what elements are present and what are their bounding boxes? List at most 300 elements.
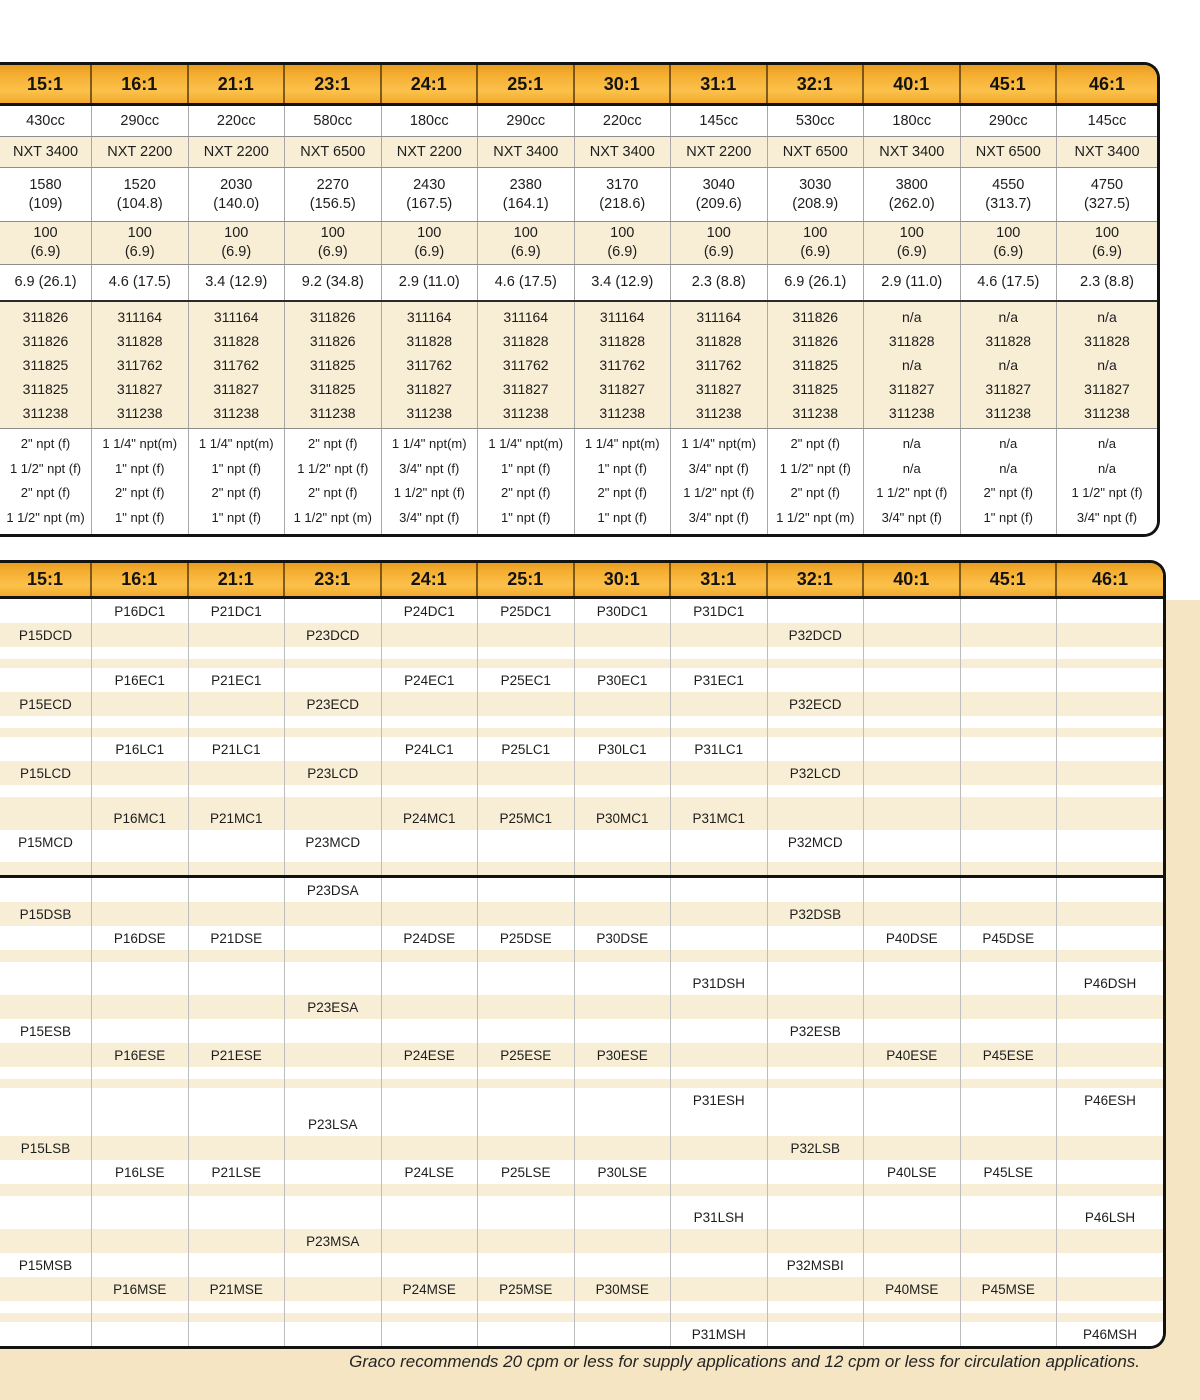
pump-code-cell: P15DCD [0, 623, 92, 647]
part-numbers-cell: 311826 311826 311825 311825 311238 [768, 302, 865, 428]
empty-cell [961, 1067, 1058, 1079]
empty-cell [671, 830, 768, 854]
empty-cell [478, 1301, 575, 1313]
empty-cell [864, 878, 961, 902]
empty-cell [0, 785, 92, 797]
spec-value-cell: 3.4 (12.9) [575, 265, 672, 300]
part-numbers-cell: 311164 311828 311762 311827 311238 [92, 302, 189, 428]
pump-code-cell: P23ESA [285, 995, 382, 1019]
spec-value-cell: NXT 6500 [285, 137, 382, 167]
empty-cell [382, 995, 479, 1019]
pump-code-cell: P15ESB [0, 1019, 92, 1043]
empty-cell [92, 830, 189, 854]
spec-value-cell: 100 (6.9) [671, 222, 768, 264]
model-row [0, 1112, 1163, 1136]
empty-cell [768, 962, 865, 971]
empty-cell [864, 737, 961, 761]
part-numbers-cell: 311164 311828 311762 311827 311238 [478, 302, 575, 428]
empty-cell [1057, 692, 1163, 716]
empty-cell [864, 659, 961, 668]
pump-code-cell: P25MSE [478, 1277, 575, 1301]
spec-value-cell: 6.9 (26.1) [0, 265, 92, 300]
empty-cell [1057, 716, 1163, 728]
pump-code-cell: P30MSE [575, 1277, 672, 1301]
empty-cell [478, 995, 575, 1019]
pump-code-cell: P30LSE [575, 1160, 672, 1184]
ratio-header: 46:1 [1088, 73, 1126, 94]
spec-value-cell: 4750 (327.5) [1084, 176, 1130, 212]
pump-code-cell: P46MSH [1082, 1326, 1138, 1342]
spec-value-cell: 100 (6.9) [768, 222, 865, 264]
empty-cell [1057, 623, 1163, 647]
pump-code-cell: P16DSE [92, 926, 189, 950]
empty-cell [0, 971, 92, 995]
pump-code-cell: P23LCD [285, 761, 382, 785]
empty-cell [285, 716, 382, 728]
ratio-header: 32:1 [768, 65, 865, 103]
model-row [0, 692, 1163, 716]
part-numbers-cell: n/a 311828 n/a 311827 311238 [864, 302, 961, 428]
connections-cell: n/a n/a 1 1/2" npt (f) 3/4" npt (f) [1071, 435, 1143, 526]
empty-cell [671, 761, 768, 785]
empty-cell [671, 1136, 768, 1160]
spec-value-cell: 4.6 (17.5) [92, 265, 189, 300]
empty-cell [478, 716, 575, 728]
empty-cell [671, 1184, 768, 1196]
empty-cell [0, 668, 92, 692]
empty-cell [864, 728, 961, 737]
empty-cell [864, 599, 961, 623]
model-row [0, 1253, 1163, 1277]
empty-cell [0, 599, 92, 623]
empty-cell [671, 995, 768, 1019]
empty-cell [382, 797, 479, 806]
empty-cell [92, 797, 189, 806]
empty-cell [961, 728, 1058, 737]
empty-cell [575, 1229, 672, 1253]
ratio-header: 30:1 [575, 563, 672, 596]
empty-cell [382, 950, 479, 962]
empty-cell [1057, 1019, 1163, 1043]
empty-cell [864, 716, 961, 728]
pump-code-cell: P45DSE [961, 926, 1058, 950]
empty-cell [575, 1196, 672, 1205]
pump-code-cell: P46LSH [1084, 1209, 1136, 1225]
empty-cell [0, 1196, 92, 1205]
empty-cell [285, 728, 382, 737]
empty-cell [285, 1019, 382, 1043]
empty-cell [1057, 785, 1163, 797]
empty-cell [285, 1079, 382, 1088]
empty-cell [478, 878, 575, 902]
model-row [0, 1088, 1163, 1112]
part-numbers-cell: n/a 311828 n/a 311827 311238 [961, 302, 1058, 428]
empty-cell [961, 623, 1058, 647]
connections-cell: 1 1/4" npt(m) 3/4" npt (f) 1 1/2" npt (f) 3/4" npt (f) [382, 429, 479, 534]
spec-value-cell: NXT 3400 [575, 137, 672, 167]
empty-cell [575, 854, 672, 862]
model-row [0, 950, 1163, 962]
empty-cell [189, 1184, 286, 1196]
empty-cell [189, 1196, 286, 1205]
model-row [0, 1136, 1163, 1160]
empty-cell [864, 1313, 961, 1322]
empty-cell [1057, 862, 1163, 875]
empty-cell [92, 647, 189, 659]
empty-cell [382, 1067, 479, 1079]
spec-value-cell: 100 (6.9) [0, 222, 92, 264]
pump-code-cell: P23MSA [285, 1229, 382, 1253]
empty-cell [768, 1313, 865, 1322]
model-row [0, 647, 1163, 659]
empty-cell [189, 1229, 286, 1253]
empty-cell [1057, 1196, 1163, 1205]
empty-cell [0, 995, 92, 1019]
empty-cell [864, 785, 961, 797]
empty-cell [671, 1043, 768, 1067]
empty-cell [1057, 1160, 1163, 1184]
empty-cell [0, 962, 92, 971]
empty-cell [864, 647, 961, 659]
empty-cell [961, 1112, 1058, 1136]
spec-value-cell: 290cc [92, 106, 189, 136]
empty-cell [92, 1205, 189, 1229]
pump-code-cell: P23DCD [285, 623, 382, 647]
pump-code-cell: P24EC1 [382, 668, 479, 692]
pump-code-cell: P31DSH [671, 971, 768, 995]
pump-code-cell: P40ESE [864, 1043, 961, 1067]
empty-cell [961, 854, 1058, 862]
pump-code-cell: P16MSE [92, 1277, 189, 1301]
empty-cell [671, 950, 768, 962]
empty-cell [768, 668, 865, 692]
empty-cell [382, 647, 479, 659]
empty-cell [575, 902, 672, 926]
empty-cell [285, 862, 382, 875]
empty-cell [0, 1067, 92, 1079]
part-numbers-cell: 311164 311828 311762 311827 311238 [189, 302, 286, 428]
spec-value-cell: 3800 (262.0) [864, 168, 961, 221]
ratio-header: 21:1 [189, 563, 286, 596]
empty-cell [575, 878, 672, 902]
empty-cell [961, 1322, 1058, 1346]
empty-cell [189, 1112, 286, 1136]
spec-row-displacement [0, 106, 1157, 136]
pump-code-cell: P45MSE [961, 1277, 1058, 1301]
connections-cell: 2" npt (f) 1 1/2" npt (f) 2" npt (f) 1 1/2" npt (m) [285, 429, 382, 534]
empty-cell [864, 1322, 961, 1346]
empty-cell [768, 785, 865, 797]
empty-cell [961, 737, 1058, 761]
empty-cell [864, 950, 961, 962]
empty-cell [478, 971, 575, 995]
empty-cell [189, 785, 286, 797]
model-row [0, 806, 1163, 830]
empty-cell [1057, 1253, 1163, 1277]
spec-value-cell: 2430 (167.5) [382, 168, 479, 221]
ratio-header: 46:1 [1091, 569, 1129, 589]
spec-value-cell: 1580 (109) [0, 168, 92, 221]
empty-cell [961, 647, 1058, 659]
pump-code-cell: P32DCD [768, 623, 865, 647]
empty-cell [671, 716, 768, 728]
pump-code-cell: P24LC1 [382, 737, 479, 761]
empty-cell [92, 1112, 189, 1136]
empty-cell [382, 761, 479, 785]
pump-code-cell: P46DSH [1083, 975, 1137, 991]
empty-cell [864, 797, 961, 806]
empty-cell [382, 716, 479, 728]
pump-code-cell: P25LC1 [478, 737, 575, 761]
empty-cell [382, 878, 479, 902]
spec-table-body [0, 106, 1157, 534]
spec-value-cell: 2.9 (11.0) [382, 265, 479, 300]
empty-cell [382, 1136, 479, 1160]
empty-cell [285, 806, 382, 830]
empty-cell [864, 1184, 961, 1196]
empty-cell [382, 1079, 479, 1088]
empty-cell [768, 659, 865, 668]
empty-cell [575, 659, 672, 668]
pump-code-cell: P32LSB [768, 1136, 865, 1160]
spec-row-max_air_pressure [0, 221, 1157, 264]
empty-cell [768, 1322, 865, 1346]
ratio-header: 15:1 [0, 65, 92, 103]
empty-cell [768, 1301, 865, 1313]
empty-cell [382, 692, 479, 716]
empty-cell [189, 761, 286, 785]
ratio-header: 25:1 [478, 65, 575, 103]
empty-cell [961, 1136, 1058, 1160]
empty-cell [189, 1079, 286, 1088]
empty-cell [92, 692, 189, 716]
empty-cell [768, 1088, 865, 1112]
empty-cell [864, 1136, 961, 1160]
model-row [0, 902, 1163, 926]
ratio-header: 25:1 [478, 563, 575, 596]
empty-cell [864, 1205, 961, 1229]
empty-cell [382, 623, 479, 647]
model-row [0, 728, 1163, 737]
empty-cell [961, 599, 1058, 623]
pump-code-cell: P31DC1 [671, 599, 768, 623]
empty-cell [768, 599, 865, 623]
empty-cell [92, 995, 189, 1019]
empty-cell [285, 950, 382, 962]
empty-cell [864, 830, 961, 854]
empty-cell [0, 1160, 92, 1184]
pump-code-cell: P15ECD [0, 692, 92, 716]
empty-cell [671, 926, 768, 950]
connections-cell: 1 1/4" npt(m) 1" npt (f) 2" npt (f) 1" npt (f) [189, 429, 286, 534]
ratio-header: 30:1 [575, 65, 672, 103]
ratio-header: 23:1 [285, 563, 382, 596]
empty-cell [671, 797, 768, 806]
empty-cell [382, 728, 479, 737]
empty-cell [961, 1301, 1058, 1313]
empty-cell [671, 659, 768, 668]
pump-code-cell: P45ESE [961, 1043, 1058, 1067]
pump-code-cell: P32MSBI [768, 1253, 865, 1277]
empty-cell [864, 761, 961, 785]
empty-cell [285, 1067, 382, 1079]
empty-cell [575, 728, 672, 737]
pump-code-cell: P32DSB [768, 902, 865, 926]
empty-cell [478, 647, 575, 659]
empty-cell [92, 623, 189, 647]
pump-code-cell: P24DC1 [382, 599, 479, 623]
empty-cell [382, 659, 479, 668]
empty-cell [575, 1205, 672, 1229]
empty-cell [671, 878, 768, 902]
pump-code-cell: P24MC1 [382, 806, 479, 830]
empty-cell [575, 1079, 672, 1088]
empty-cell [478, 1253, 575, 1277]
empty-cell [382, 830, 479, 854]
empty-cell [864, 1253, 961, 1277]
empty-cell [0, 950, 92, 962]
empty-cell [1057, 647, 1163, 659]
empty-cell [1057, 926, 1163, 950]
empty-cell [961, 1088, 1058, 1112]
empty-cell [189, 1322, 286, 1346]
model-row [0, 785, 1163, 797]
empty-cell [0, 1322, 92, 1346]
empty-cell [768, 854, 865, 862]
empty-cell [768, 1079, 865, 1088]
empty-cell [285, 854, 382, 862]
empty-cell [1057, 668, 1163, 692]
spec-value-cell: 100 (6.9) [189, 222, 286, 264]
empty-cell [0, 926, 92, 950]
part-numbers-cell: 311826 311826 311825 311825 311238 [285, 302, 382, 428]
pump-code-cell: P21ESE [189, 1043, 286, 1067]
model-row [0, 1205, 1163, 1229]
empty-cell [768, 797, 865, 806]
empty-cell [671, 1160, 768, 1184]
spec-value-cell: NXT 3400 [478, 137, 575, 167]
pump-code-cell: P32LCD [768, 761, 865, 785]
ratio-header: 23:1 [285, 65, 382, 103]
connections-row [0, 428, 1157, 534]
empty-cell [0, 647, 92, 659]
pump-code-cell: P16LC1 [92, 737, 189, 761]
empty-cell [1057, 995, 1163, 1019]
empty-cell [864, 971, 961, 995]
pump-code-cell: P15DSB [0, 902, 92, 926]
empty-cell [671, 647, 768, 659]
empty-cell [478, 1184, 575, 1196]
spec-value-cell: NXT 2200 [92, 137, 189, 167]
model-row [0, 1301, 1163, 1313]
empty-cell [671, 1253, 768, 1277]
empty-cell [1057, 1112, 1163, 1136]
pump-code-cell: P16ESE [92, 1043, 189, 1067]
connections-cell: 1 1/4" npt(m) 1" npt (f) 2" npt (f) 1" npt (f) [575, 429, 672, 534]
empty-cell [478, 1196, 575, 1205]
empty-cell [575, 647, 672, 659]
empty-cell [1057, 737, 1163, 761]
empty-cell [92, 1079, 189, 1088]
empty-cell [575, 1313, 672, 1322]
empty-cell [189, 1205, 286, 1229]
empty-cell [0, 797, 92, 806]
empty-cell [92, 1067, 189, 1079]
connections-cell: n/a n/a 1 1/2" npt (f) 3/4" npt (f) [864, 429, 961, 534]
empty-cell [961, 1196, 1058, 1205]
model-row [0, 862, 1163, 875]
empty-cell [575, 971, 672, 995]
empty-cell [961, 716, 1058, 728]
empty-cell [382, 1205, 479, 1229]
spec-value-cell: 290cc [961, 106, 1058, 136]
model-row [0, 737, 1163, 761]
model-row [0, 971, 1163, 995]
empty-cell [0, 1277, 92, 1301]
empty-cell [961, 761, 1058, 785]
empty-cell [285, 1277, 382, 1301]
empty-cell [961, 862, 1058, 875]
empty-cell [92, 716, 189, 728]
model-row [0, 830, 1163, 854]
empty-cell [768, 950, 865, 962]
empty-cell [478, 862, 575, 875]
empty-cell [189, 902, 286, 926]
empty-cell [864, 1067, 961, 1079]
ratio-header: 16:1 [92, 563, 189, 596]
spec-value-cell: 2270 (156.5) [285, 168, 382, 221]
pump-code-cell: P16LSE [92, 1160, 189, 1184]
empty-cell [0, 728, 92, 737]
empty-cell [671, 1019, 768, 1043]
empty-cell [768, 971, 865, 995]
pump-code-cell: P15LSB [0, 1136, 92, 1160]
empty-cell [189, 728, 286, 737]
pump-code-cell: P40LSE [864, 1160, 961, 1184]
empty-cell [92, 862, 189, 875]
empty-cell [768, 737, 865, 761]
empty-cell [961, 659, 1058, 668]
empty-cell [575, 623, 672, 647]
empty-cell [382, 971, 479, 995]
empty-cell [92, 1184, 189, 1196]
empty-cell [575, 1322, 672, 1346]
model-row [0, 1160, 1163, 1184]
empty-cell [92, 1136, 189, 1160]
empty-cell [671, 862, 768, 875]
empty-cell [478, 1088, 575, 1112]
empty-cell [92, 950, 189, 962]
empty-cell [0, 1313, 92, 1322]
connections-cell: 2" npt (f) 1 1/2" npt (f) 2" npt (f) 1 1/2" npt (m) [768, 429, 865, 534]
pump-code-cell: P21DC1 [189, 599, 286, 623]
empty-cell [189, 716, 286, 728]
spec-value-cell: 3170 (218.6) [575, 168, 672, 221]
empty-cell [1057, 950, 1163, 962]
empty-cell [1057, 1301, 1163, 1313]
empty-cell [768, 878, 865, 902]
spec-value-cell: 1520 (104.8) [92, 168, 189, 221]
empty-cell [575, 1088, 672, 1112]
connections-cell: n/a n/a 2" npt (f) 1" npt (f) [961, 429, 1058, 534]
empty-cell [0, 862, 92, 875]
connections-cell: 1 1/4" npt(m) 1" npt (f) 2" npt (f) 1" npt (f) [92, 429, 189, 534]
model-row [0, 761, 1163, 785]
empty-cell [0, 1079, 92, 1088]
empty-cell [961, 1229, 1058, 1253]
empty-cell [1057, 797, 1163, 806]
empty-cell [382, 1088, 479, 1112]
